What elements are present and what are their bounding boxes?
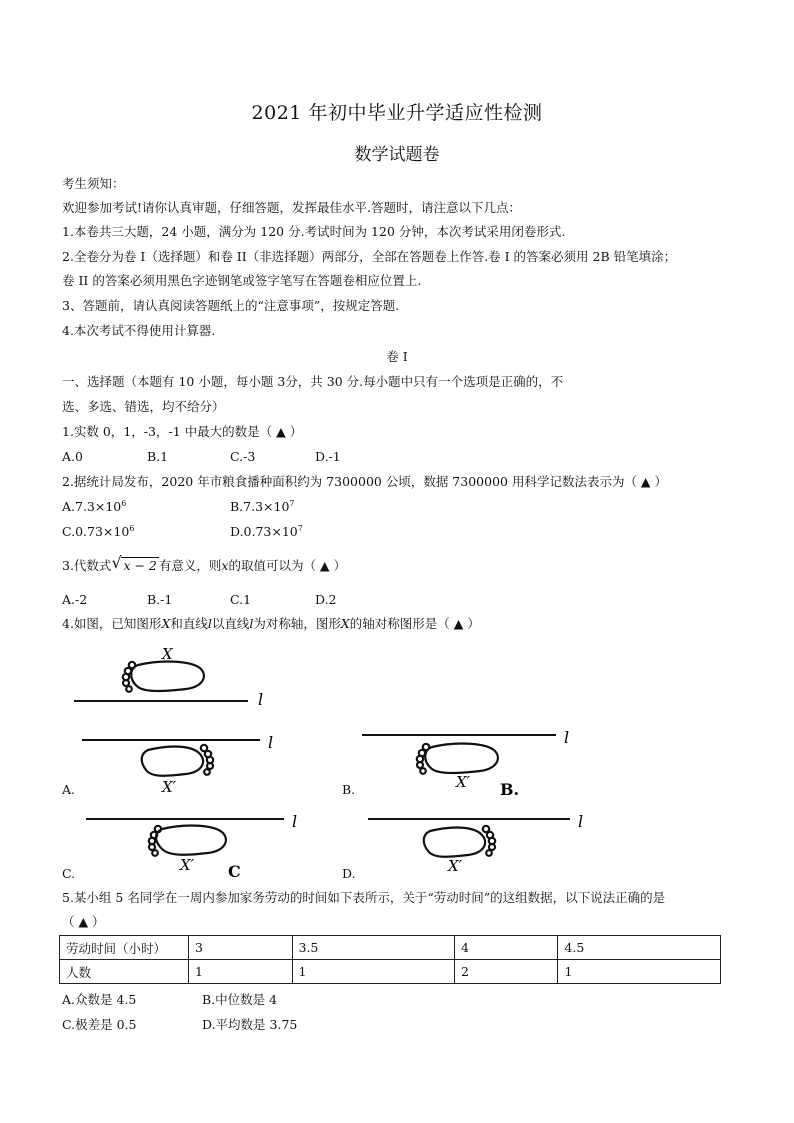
labor-time-table [59,935,721,984]
q1-option-d: D.-1 [315,449,341,464]
table-cell: 4.5 [558,936,721,960]
sqrt-expression: √ x − 2 [111,553,157,573]
table-cell: 3 [189,936,293,960]
q4-option-a-figure [78,728,288,798]
table-row [60,936,721,960]
exam-subtitle: 数学试题卷 [354,145,440,165]
q3-option-c: C.1 [230,592,252,607]
q4-option-b-label: B. [342,782,356,797]
table-cell: 人数 [60,960,189,984]
notice-item: 卷 II 的答案必须用黑色字迹钢笔或签字笔写在答题卷相应位置上. [62,273,422,288]
q5-stem: 5.某小组 5 名同学在一周内参加家务劳动的时间如下表所示，关于“劳动时间”的这组数据，以下说法正确的是 [62,890,666,905]
table-cell: 1 [558,960,721,984]
q5-option-c: C.极差是 0.5 [62,1017,137,1032]
table-cell: 2 [454,960,558,984]
q4-option-d-figure [366,807,596,877]
exam-title: 2021 年初中毕业升学适应性检测 [251,102,543,124]
svg-text:l: l [268,733,274,752]
q4-option-c-label: C. [62,866,76,881]
table-cell: 劳动时间（小时） [60,936,189,960]
q4-stem: 4.如图，已知图形X和直线l以直线l为对称轴，图形X的轴对称图形是（ ▲ ） [62,616,480,631]
q5-option-b: B.中位数是 4 [202,992,278,1007]
notice-heading: 考生须知： [62,176,125,191]
svg-text:X′: X′ [448,857,463,875]
q1-option-c: C.-3 [230,449,256,464]
svg-text:X′: X′ [162,778,177,796]
q3-option-a: A.-2 [62,592,88,607]
q1-stem: 1.实数 0，1，-3，-1 中最大的数是（ ▲ ） [62,424,303,439]
notice-item: 2.全卷分为卷 I（选择题）和卷 II（非选择题）两部分，全部在答题卷上作答.卷 I 的答案必须用 2B 铅笔填涂； [62,249,677,264]
section-instructions: 一、选择题（本题有 10 小题，每小题 3分，共 30 分.每小题中只有一个选项是正确的，不 [62,374,564,389]
q2-option-d: $D.0.73\times 10^7$ [230,523,303,539]
section-instructions-cont: 选、多选、错选，均不给分） [62,399,225,414]
notice-item: 4.本次考试不得使用计算器. [62,323,216,338]
svg-text:l: l [564,728,570,747]
q2-option-c: $C.0.73\times 10^6$ [62,523,135,539]
q1-option-b: B.1 [147,449,169,464]
q5-option-d: D.平均数是 3.75 [202,1017,298,1032]
stray-mark-b: B. [500,780,520,797]
svg-text:X′: X′ [456,773,471,791]
table-cell: 4 [454,936,558,960]
figure-label-x: X [162,645,173,663]
table-cell: 3.5 [292,936,454,960]
svg-text:l: l [578,812,584,831]
svg-text:l: l [292,812,298,831]
q1-option-a: A.0 [62,449,83,464]
q5-stem-cont: （ ▲ ） [62,914,105,929]
q2-stem: 2.据统计局发布，2020 年市粮食播种面积约为 7300000 公顷，数据 7300000 用科学记数法表示为（ ▲ ） [62,474,668,489]
table-row [60,960,721,984]
q4-option-b-figure [360,725,580,797]
q4-option-d-label: D. [342,866,356,881]
foot-shape-x [123,662,204,692]
q4-original-figure [68,645,278,715]
svg-text:X′: X′ [180,856,195,874]
table-cell: 1 [292,960,454,984]
table-cell: 1 [189,960,293,984]
notice-item: 3、答题前，请认真阅读答题纸上的“注意事项”，按规定答题. [62,298,400,313]
notice-intro: 欢迎参加考试!请你认真审题，仔细答题，发挥最佳水平.答题时，请注意以下几点： [62,200,521,215]
figure-label-l: l [258,690,264,709]
q2-option-b: $B.7.3\times 10^7$ [230,498,295,514]
q3-stem: 3.代数式 √ x − 2 有意义，则x的取值可以为（ ▲ ） [62,553,347,573]
q5-option-a: A.众数是 4.5 [62,992,137,1007]
q4-option-c-figure [80,807,310,877]
section-label: 卷 I [386,349,408,364]
q3-option-b: B.-1 [147,592,173,607]
q3-option-d: D.2 [315,592,337,607]
notice-item: 1.本卷共三大题，24 小题，满分为 120 分.考试时间为 120 分钟，本次考试采用闭卷形式. [62,224,566,239]
stray-mark-c: C [228,862,241,877]
q4-option-a-label: A. [62,782,76,797]
q2-option-a: $A.7.3\times 10^6$ [62,498,127,514]
